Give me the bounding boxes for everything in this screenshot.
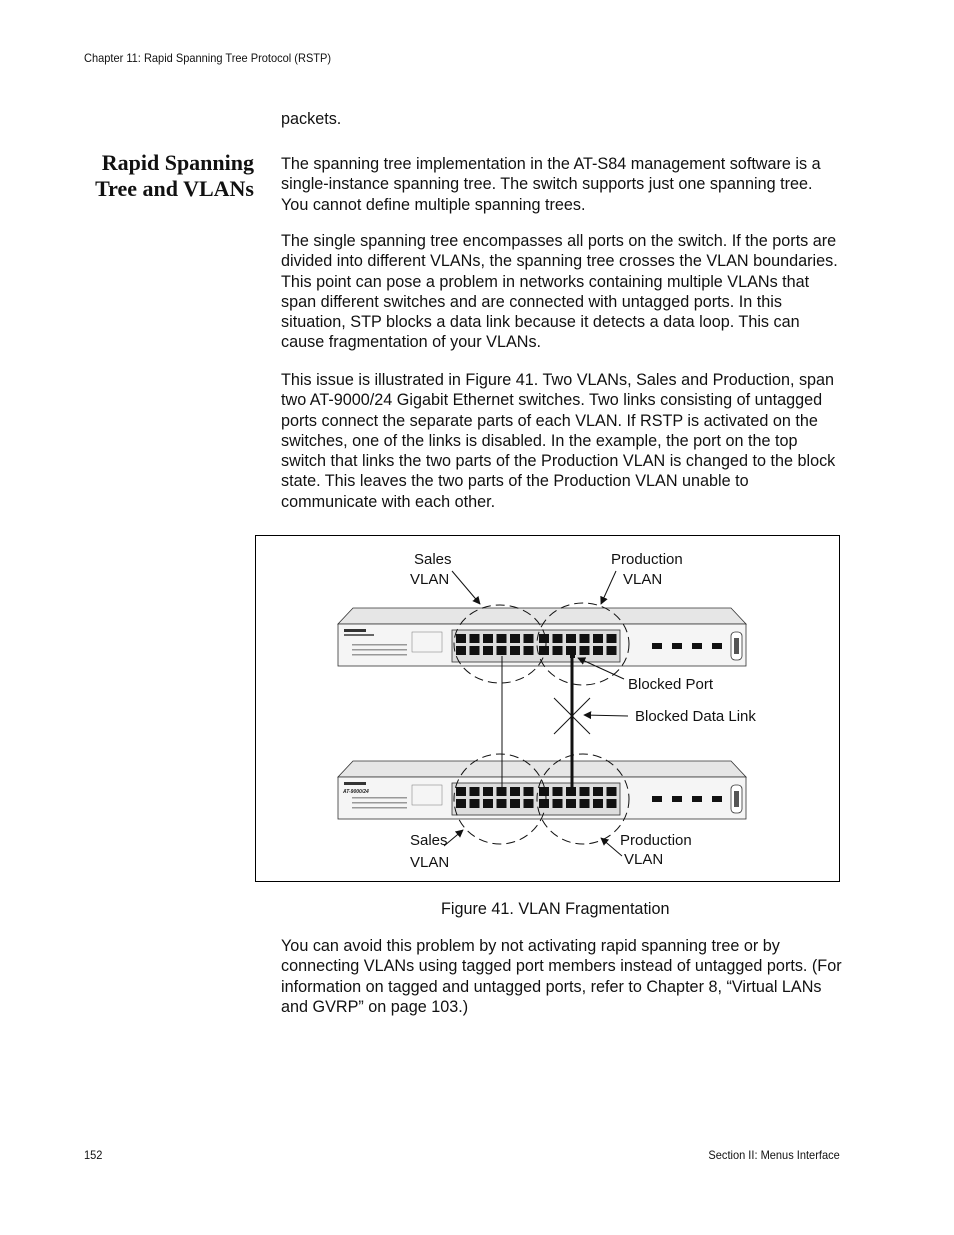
section-heading-line1: Rapid Spanning: [101, 150, 254, 175]
switch-port: [593, 634, 603, 643]
switch-port: [470, 799, 480, 808]
switch-port: [539, 634, 549, 643]
label-bottom-sales-1: Sales: [410, 832, 448, 849]
paragraph-2: The single spanning tree encompasses all ports on the switch. If the ports are divided into different VLANs, the spanning tree crosses the VLAN boundaries. This point can pose a problem in networks containing multiple VLANs that span different switches and are connected with untagged ports. In this situation, STP blocks a data link because it detects a data loop. This can cause fragmentation of your VLANs.: [281, 232, 838, 352]
bottom-production-arrow: [601, 838, 622, 856]
switch-port: [553, 787, 563, 796]
switch-port: [497, 799, 507, 808]
switch-port: [553, 634, 563, 643]
label-blocked-port: Blocked Port: [628, 676, 714, 693]
paragraph-1: The spanning tree implementation in the AT-S84 management software is a single-instance spanning tree. The switch supports just one spanning tree. You cannot define multiple spanning trees.: [281, 155, 821, 214]
switch-port: [483, 799, 493, 808]
bottom-switch-model: AT-9000/24: [343, 789, 369, 795]
switch-port: [607, 787, 617, 796]
switch-port: [580, 787, 590, 796]
switch-port: [539, 799, 549, 808]
network-diagram: [256, 536, 841, 883]
switch-port: [566, 799, 576, 808]
switch-port: [607, 799, 617, 808]
switch-port: [510, 646, 520, 655]
label-top-production-2: VLAN: [623, 571, 663, 588]
switch-port: [593, 646, 603, 655]
figure-vlan-fragmentation: [255, 535, 840, 882]
label-bottom-production-2: VLAN: [624, 851, 664, 868]
switch-port: [483, 787, 493, 796]
section-footer: Section II: Menus Interface: [708, 1148, 840, 1162]
switch-port: [470, 787, 480, 796]
switch-port: [539, 787, 549, 796]
switch-port: [510, 799, 520, 808]
switch-port: [580, 799, 590, 808]
switch-port: [510, 634, 520, 643]
figure-caption: Figure 41. VLAN Fragmentation: [441, 900, 670, 918]
switch-port: [607, 646, 617, 655]
bottom-switch: [338, 761, 746, 819]
section-heading: [95, 150, 254, 202]
label-bottom-production-1: Production: [620, 832, 692, 849]
label-top-production-1: Production: [611, 551, 683, 568]
top-sales-arrow: [452, 571, 480, 604]
label-top-sales-1: Sales: [414, 551, 452, 568]
switch-port: [580, 634, 590, 643]
switch-port: [593, 799, 603, 808]
switch-port: [483, 634, 493, 643]
paragraph-4: You can avoid this problem by not activating rapid spanning tree or by connecting VLANs using tagged port members instead of untagged ports. (For information on tagged and untagged ports, refer to Chapter 8, “Virtual LANs and GVRP” on page 103.): [281, 937, 842, 1016]
page-number: 152: [84, 1148, 103, 1162]
switch-port: [607, 634, 617, 643]
switch-port: [524, 787, 534, 796]
switch-port: [483, 646, 493, 655]
switch-port: [553, 646, 563, 655]
label-blocked-data-link: Blocked Data Link: [635, 708, 756, 725]
switch-port: [497, 646, 507, 655]
switch-port: [593, 787, 603, 796]
label-bottom-sales-2: VLAN: [410, 854, 450, 871]
switch-port: [539, 646, 549, 655]
switch-port: [524, 634, 534, 643]
top-switch: [338, 608, 746, 666]
switch-port: [456, 799, 466, 808]
lead-in-text: packets.: [281, 110, 342, 128]
switch-port: [470, 646, 480, 655]
label-top-sales-2: VLAN: [410, 571, 450, 588]
switch-port: [470, 634, 480, 643]
top-production-arrow: [601, 571, 616, 604]
switch-port: [524, 799, 534, 808]
running-head: Chapter 11: Rapid Spanning Tree Protocol (RSTP): [84, 51, 332, 65]
switch-port: [497, 634, 507, 643]
blocked-port-marker: [570, 652, 575, 658]
switch-port: [456, 646, 466, 655]
switch-port: [580, 646, 590, 655]
blocked-link-arrow: [584, 715, 628, 716]
switch-port: [524, 646, 534, 655]
paragraph-3: This issue is illustrated in Figure 41. Two VLANs, Sales and Production, span two AT-9000/24 Gigabit Ethernet switches. Two links consisting of untagged ports connect the separate parts of each VLAN. If RSTP is activated on the switches, one of the links is disabled. In the example, the port on the top switch that links the two parts of the Production VLAN is changed to the block state. This leaves the two parts of the Production VLAN unable to communicate with each other.: [281, 371, 836, 511]
switch-port: [456, 787, 466, 796]
switch-port: [456, 634, 466, 643]
switch-port: [553, 799, 563, 808]
switch-port: [510, 787, 520, 796]
switch-port: [566, 634, 576, 643]
section-heading-line2: Tree and VLANs: [95, 176, 254, 201]
